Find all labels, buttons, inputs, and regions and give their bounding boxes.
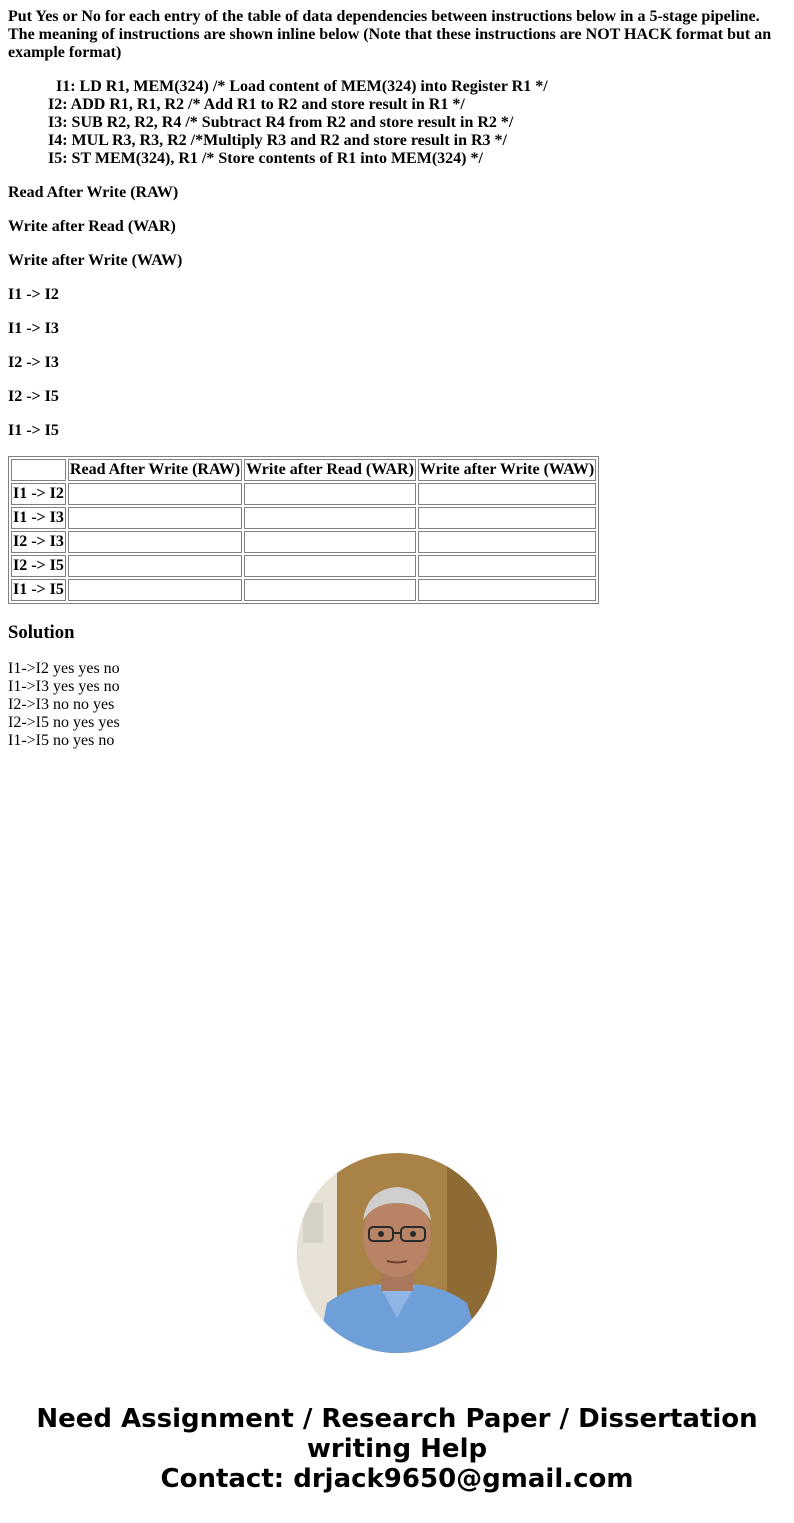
table-cell <box>244 483 416 505</box>
row-label: I2 -> I5 <box>11 555 66 577</box>
footer-contact-line: Contact: drjack9650@gmail.com <box>160 1464 634 1494</box>
dependency-type-war: Write after Read (WAR) <box>8 218 176 235</box>
footer-line-1: Need Assignment / Research Paper / Dissertation <box>36 1404 758 1434</box>
solution-line: I1->I2 yes yes no <box>8 660 120 677</box>
tutor-avatar <box>297 1153 497 1353</box>
table-cell <box>68 531 242 553</box>
table-row <box>11 483 596 505</box>
table-row <box>11 555 596 577</box>
pair-i1-i2: I1 -> I2 <box>8 286 59 303</box>
table-cell <box>68 507 242 529</box>
table-row <box>11 579 596 601</box>
table-cell <box>68 579 242 601</box>
solution-line: I1->I3 yes yes no <box>8 678 120 695</box>
dependency-type-raw: Read After Write (RAW) <box>8 184 179 201</box>
instruction-i1: I1: LD R1, MEM(324) /* Load content of MEM(324) into Register R1 */ <box>56 78 548 95</box>
footer-line-2: writing Help <box>306 1434 488 1464</box>
table-cell <box>244 531 416 553</box>
table-row <box>11 507 596 529</box>
dependency-type-waw: Write after Write (WAW) <box>8 252 183 269</box>
row-label: I1 -> I2 <box>11 483 66 505</box>
table-corner-cell <box>11 459 66 481</box>
table-cell <box>418 579 596 601</box>
solution-line: I2->I3 no no yes <box>8 696 115 713</box>
pair-i2-i5: I2 -> I5 <box>8 388 59 405</box>
row-label: I2 -> I3 <box>11 531 66 553</box>
table-cell <box>244 579 416 601</box>
table-header-row <box>11 459 596 481</box>
instruction-i4: I4: MUL R3, R3, R2 /*Multiply R3 and R2 and store result in R3 */ <box>48 132 507 149</box>
table-cell <box>244 507 416 529</box>
pair-i1-i3: I1 -> I3 <box>8 320 59 337</box>
solution-line: I2->I5 no yes yes <box>8 714 120 731</box>
dependency-table <box>8 456 599 604</box>
instruction-i5: I5: ST MEM(324), R1 /* Store contents of R1 into MEM(324) */ <box>48 150 483 167</box>
table-cell <box>68 555 242 577</box>
pair-i1-i5: I1 -> I5 <box>8 422 59 439</box>
table-cell <box>418 507 596 529</box>
table-cell <box>244 555 416 577</box>
instruction-i3: I3: SUB R2, R2, R4 /* Subtract R4 from R2 and store result in R2 */ <box>48 114 514 131</box>
table-cell <box>418 531 596 553</box>
solution-line: I1->I5 no yes no <box>8 732 115 749</box>
solution-answers <box>8 660 786 750</box>
row-label: I1 -> I3 <box>11 507 66 529</box>
question-intro: Put Yes or No for each entry of the table of data dependencies between instructions below in a 5-stage pipeline. The meaning of instructions are shown inline below (Note that these instructions are NOT HACK format but an example format) <box>8 8 772 61</box>
table-cell <box>418 555 596 577</box>
column-header-raw: Read After Write (RAW) <box>68 459 242 481</box>
table-cell <box>68 483 242 505</box>
row-label: I1 -> I5 <box>11 579 66 601</box>
column-header-war: Write after Read (WAR) <box>244 459 416 481</box>
table-row <box>11 531 596 553</box>
instruction-i2: I2: ADD R1, R1, R2 /* Add R1 to R2 and store result in R1 */ <box>48 96 465 113</box>
contact-footer <box>0 1404 794 1494</box>
solution-heading: Solution <box>8 622 75 643</box>
table-cell <box>418 483 596 505</box>
instruction-list <box>8 78 786 168</box>
pair-i2-i3: I2 -> I3 <box>8 354 59 371</box>
tutor-photo-icon <box>297 1153 497 1353</box>
column-header-waw: Write after Write (WAW) <box>418 459 596 481</box>
question-content <box>8 8 786 750</box>
